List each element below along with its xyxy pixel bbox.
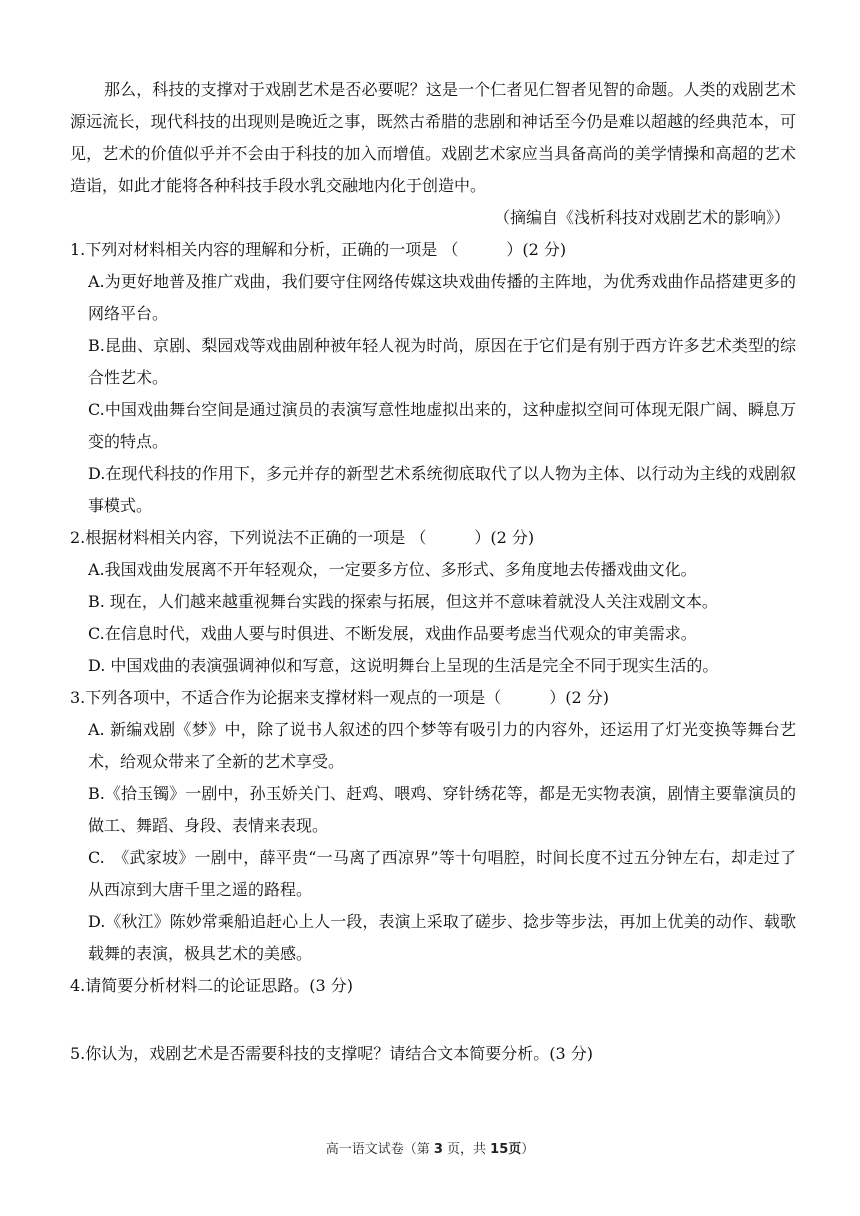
option-b: B. 现在，人们越来越重视舞台实践的探索与拓展，但这并不意味着就没人关注戏剧文本。 — [88, 592, 718, 611]
footer-prefix: 高一语文试卷（第 — [325, 1142, 434, 1157]
question-4 — [70, 970, 796, 1038]
option-d: D. 中国戏曲的表演强调神似和写意，这说明舞台上呈现的生活是完全不同于现实生活的。 — [88, 656, 719, 675]
answer-space — [70, 1002, 796, 1038]
option-b: B.《拾玉镯》一剧中，孙玉娇关门、赶鸡、喂鸡、穿针绣花等，都是无实物表演，剧情主要靠演员的做工、舞蹈、身段、表情来表现。 — [88, 784, 796, 835]
question-2 — [70, 522, 796, 682]
option-a: A.我国戏曲发展离不开年轻观众，一定要多方位、多形式、多角度地去传播戏曲文化。 — [88, 560, 697, 579]
question-stem: 3.下列各项中，不适合作为论据来支撑材料一观点的一项是（ ）(2 分) — [70, 688, 610, 707]
question-stem: 1.下列对材料相关内容的理解和分析，正确的一项是 （ ）(2 分) — [70, 240, 567, 259]
question-1 — [70, 234, 796, 522]
passage-source: （摘编自《浅析科技对戏剧艺术的影响》） — [493, 208, 790, 227]
option-d: D.《秋江》陈妙常乘船追赶心上人一段，表演上采取了磋步、捻步等步法，再加上优美的动作、载歌载舞的表演，极具艺术的美感。 — [88, 912, 796, 963]
question-3 — [70, 682, 796, 970]
exam-page — [70, 74, 796, 1070]
option-b: B.昆曲、京剧、梨园戏等戏曲剧种被年轻人视为时尚，原因在于它们是有别于西方许多艺术类型的综合性艺术。 — [88, 336, 796, 387]
footer-total-pages: 15页 — [490, 1142, 522, 1157]
question-stem: 5.你认为，戏剧艺术是否需要科技的支撑呢？请结合文本简要分析。(3 分) — [70, 1044, 594, 1063]
page-footer — [0, 1138, 860, 1157]
passage-paragraph: 那么，科技的支撑对于戏剧艺术是否必要呢？这是一个仁者见仁智者见智的命题。人类的戏剧艺术源远流长，现代科技的出现则是晚近之事，既然古希腊的悲剧和神话至今仍是难以超越的经典范本，可见，艺术的价值似乎并不会由于科技的加入而增值。戏剧艺术家应当具备高尚的美学情操和高超的艺术造诣，如此才能将各种科技手段水乳交融地内化于创造中。 — [70, 80, 796, 195]
footer-middle: 页，共 — [442, 1142, 491, 1157]
question-5 — [70, 1038, 796, 1070]
option-d: D.在现代科技的作用下，多元并存的新型艺术系统彻底取代了以人物为主体、以行动为主线的戏剧叙事模式。 — [88, 464, 796, 515]
footer-page-number: 3 — [433, 1142, 443, 1157]
option-c: C.中国戏曲舞台空间是通过演员的表演写意性地虚拟出来的，这种虚拟空间可体现无限广阔、瞬息万变的特点。 — [88, 400, 796, 451]
question-stem: 2.根据材料相关内容，下列说法不正确的一项是 （ ）(2 分) — [70, 528, 535, 547]
option-a: A. 新编戏剧《梦》中，除了说书人叙述的四个梦等有吸引力的内容外，还运用了灯光变换等舞台艺术，给观众带来了全新的艺术享受。 — [88, 720, 796, 771]
option-c: C.在信息时代，戏曲人要与时俱进、不断发展，戏曲作品要考虑当代观众的审美需求。 — [88, 624, 697, 643]
question-stem: 4.请简要分析材料二的论证思路。(3 分) — [70, 976, 354, 995]
footer-suffix: ） — [521, 1142, 535, 1157]
option-a: A.为更好地普及推广戏曲，我们要守住网络传媒这块戏曲传播的主阵地，为优秀戏曲作品搭建更多的网络平台。 — [88, 272, 796, 323]
option-c: C. 《武家坡》一剧中，薛平贵“一马离了西凉界”等十句唱腔，时间长度不过五分钟左右，却走过了从西凉到大唐千里之遥的路程。 — [88, 848, 796, 899]
